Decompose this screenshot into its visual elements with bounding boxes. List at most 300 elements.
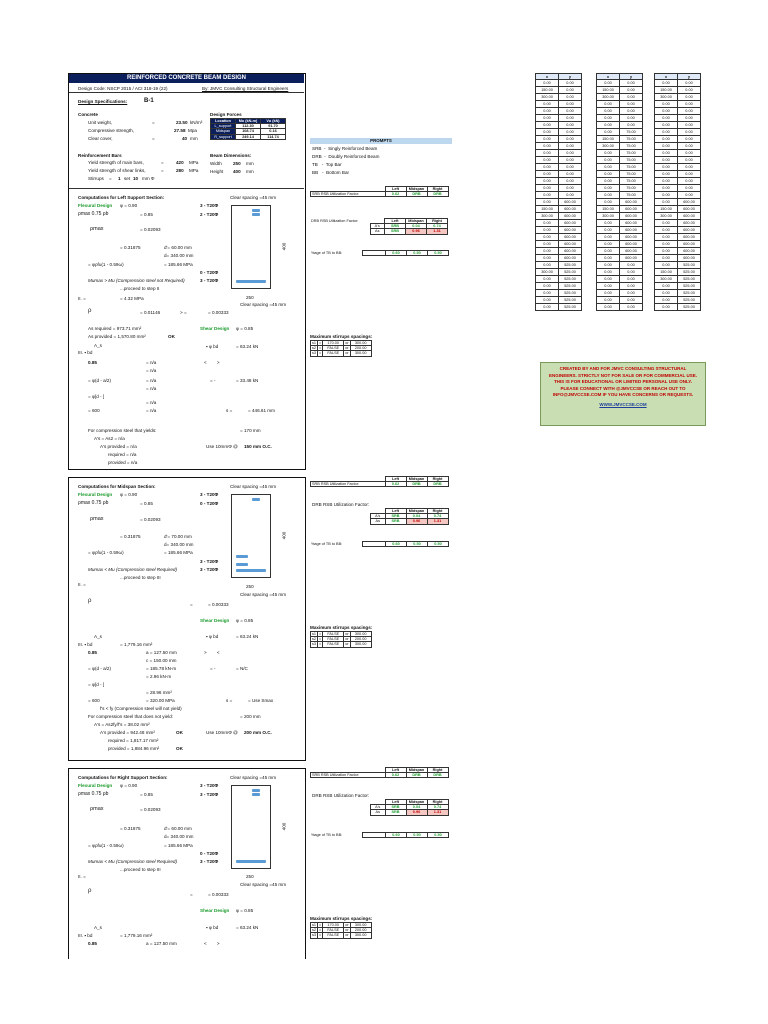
- x-cell[interactable]: 150.00: [597, 87, 620, 94]
- xy-row: [536, 290, 582, 297]
- y-cell[interactable]: 0.00: [678, 87, 701, 94]
- prompt-item: BB - Bottom Bar: [312, 170, 350, 175]
- x-cell[interactable]: 150.00: [536, 87, 559, 94]
- x-cell[interactable]: 0.00: [597, 248, 620, 255]
- x-cell[interactable]: 0.00: [655, 248, 678, 255]
- y-cell[interactable]: 525.00: [559, 269, 582, 276]
- y-cell[interactable]: 525.00: [678, 290, 701, 297]
- x-cell[interactable]: 0.00: [655, 220, 678, 227]
- y-cell[interactable]: 600.00: [620, 220, 643, 227]
- x-cell[interactable]: 300.00: [597, 143, 620, 150]
- y-cell[interactable]: 600.00: [620, 248, 643, 255]
- beta-value: 0.85: [88, 360, 97, 365]
- y-cell[interactable]: 525.00: [559, 304, 582, 311]
- y-cell[interactable]: 525.00: [559, 297, 582, 304]
- x-cell[interactable]: 0.00: [597, 227, 620, 234]
- xy-header-x: x: [655, 74, 678, 80]
- y-cell[interactable]: 0.00: [678, 136, 701, 143]
- x-cell[interactable]: 0.00: [655, 143, 678, 150]
- drb-util-cell: SRB: [385, 514, 406, 519]
- s-label: s1: [312, 632, 317, 636]
- x-cell[interactable]: 300.00: [597, 94, 620, 101]
- x-cell[interactable]: 0.00: [655, 80, 678, 87]
- y-cell[interactable]: 600.00: [559, 227, 582, 234]
- s-value: FALSE: [323, 632, 344, 637]
- smax-value: = Use Smax: [248, 698, 274, 703]
- y-cell[interactable]: 600.00: [678, 227, 701, 234]
- stirrups-spacing-table-right: [310, 922, 372, 939]
- x-cell[interactable]: 0.00: [597, 80, 620, 87]
- y-cell[interactable]: 0.00: [620, 101, 643, 108]
- s-max: 300.00: [350, 933, 371, 938]
- d-value: d= 340.00 mm: [164, 834, 194, 839]
- height-unit: mm: [246, 169, 254, 174]
- util-col-left: Left: [385, 219, 406, 224]
- x-cell[interactable]: 0.00: [655, 101, 678, 108]
- y-cell[interactable]: 0.00: [559, 185, 582, 192]
- x-cell[interactable]: 0.00: [655, 178, 678, 185]
- y-cell[interactable]: 0.00: [678, 108, 701, 115]
- x-cell[interactable]: 0.00: [597, 171, 620, 178]
- x-cell[interactable]: 0.00: [597, 276, 620, 283]
- as-label: A_s: [94, 343, 102, 348]
- x-cell[interactable]: 300.00: [597, 213, 620, 220]
- y-cell[interactable]: 0.00: [620, 80, 643, 87]
- y-cell[interactable]: 600.00: [620, 213, 643, 220]
- y-cell[interactable]: 525.00: [678, 304, 701, 311]
- xy-row: [655, 164, 701, 171]
- x-cell[interactable]: 0.00: [536, 101, 559, 108]
- rho-compare: =: [190, 892, 193, 897]
- y-cell[interactable]: 75.00: [620, 171, 643, 178]
- x-cell[interactable]: 0.00: [655, 241, 678, 248]
- y-cell[interactable]: 0.00: [559, 157, 582, 164]
- x-cell[interactable]: 0.00: [536, 143, 559, 150]
- x-cell[interactable]: 0.00: [536, 80, 559, 87]
- y-cell[interactable]: 525.00: [678, 276, 701, 283]
- tb-bb-table-mid: [310, 541, 449, 547]
- y-cell[interactable]: 0.00: [559, 129, 582, 136]
- xy-row: [597, 255, 643, 262]
- ru-label: = φρfu(1 - 0.59ω): [88, 262, 124, 267]
- forces-mu-cell[interactable]: 249.14: [236, 134, 261, 139]
- x-cell[interactable]: 0.00: [597, 178, 620, 185]
- x-cell[interactable]: 0.00: [655, 290, 678, 297]
- y-cell[interactable]: 0.00: [620, 283, 643, 290]
- y-cell[interactable]: 0.00: [678, 143, 701, 150]
- rho-max-value: = 0.02093: [140, 807, 161, 812]
- y-cell[interactable]: 600.00: [678, 220, 701, 227]
- y-cell[interactable]: 0.00: [620, 108, 643, 115]
- x-cell[interactable]: 0.00: [536, 150, 559, 157]
- y-cell[interactable]: 0.00: [620, 115, 643, 122]
- util-col-right: Right: [427, 477, 448, 482]
- x-cell[interactable]: 0.00: [655, 164, 678, 171]
- x-cell[interactable]: 0.00: [655, 185, 678, 192]
- y-cell[interactable]: 525.00: [559, 283, 582, 290]
- fc-value[interactable]: 27.58: [174, 128, 186, 133]
- y-cell[interactable]: 0.00: [678, 101, 701, 108]
- srb-util-table-right: [310, 767, 449, 778]
- xy-row: [536, 248, 582, 255]
- y-cell[interactable]: 0.00: [559, 136, 582, 143]
- x-cell[interactable]: 0.00: [536, 129, 559, 136]
- ru-label: = φρfu(1 - 0.59ω): [88, 550, 124, 555]
- forces-vu-cell[interactable]: 114.74: [261, 134, 286, 139]
- x-cell[interactable]: 150.00: [655, 206, 678, 213]
- xy-row: [655, 248, 701, 255]
- step-ii-value: = 4.32 MPa: [120, 296, 144, 301]
- x-cell[interactable]: 0.00: [536, 241, 559, 248]
- y-cell[interactable]: 525.00: [678, 269, 701, 276]
- x-cell[interactable]: 0.00: [536, 157, 559, 164]
- y-cell[interactable]: 0.00: [620, 94, 643, 101]
- x-cell[interactable]: 0.00: [536, 164, 559, 171]
- x-cell[interactable]: 0.00: [597, 157, 620, 164]
- y-cell[interactable]: 0.00: [678, 129, 701, 136]
- unit-weight-unit: kN/m³: [190, 120, 203, 125]
- rho-max-label: ρmax: [90, 516, 104, 522]
- y-cell[interactable]: 0.00: [620, 304, 643, 311]
- x-cell[interactable]: 0.00: [655, 304, 678, 311]
- x-cell[interactable]: 0.00: [655, 234, 678, 241]
- x-cell[interactable]: 300.00: [536, 94, 559, 101]
- y-cell[interactable]: 0.00: [678, 150, 701, 157]
- stirrups-sets[interactable]: 1: [118, 176, 121, 181]
- y-cell[interactable]: 600.00: [559, 248, 582, 255]
- x-cell[interactable]: 0.00: [655, 255, 678, 262]
- s-label: s =: [226, 408, 233, 413]
- y-cell[interactable]: 0.00: [559, 178, 582, 185]
- clear-spacing-top: Clear spacing =45 mm: [230, 195, 277, 200]
- x-cell[interactable]: 0.00: [655, 297, 678, 304]
- y-cell[interactable]: 0.00: [559, 108, 582, 115]
- x-cell[interactable]: 300.00: [655, 94, 678, 101]
- x-cell[interactable]: 0.00: [597, 199, 620, 206]
- x-cell[interactable]: 0.00: [597, 283, 620, 290]
- y-cell[interactable]: 0.00: [620, 269, 643, 276]
- tb-bb-cell: 0.50: [407, 542, 428, 547]
- y-cell[interactable]: 600.00: [559, 199, 582, 206]
- page-title: REINFORCED CONCRETE BEAM DESIGN: [69, 74, 304, 83]
- x-cell[interactable]: 150.00: [655, 269, 678, 276]
- as-prime: A's = As2fy/f's = 38.02 mm²: [94, 722, 150, 727]
- bot-bars-1: 0 - T20Φ: [200, 851, 219, 856]
- srb-util-cell: 0.62: [385, 773, 406, 778]
- y-cell[interactable]: 0.00: [620, 262, 643, 269]
- shear-design-label: Shear Design: [200, 618, 230, 623]
- x-cell[interactable]: 0.00: [655, 122, 678, 129]
- mn-label: = φ(d - a/2): [88, 666, 112, 671]
- vs-label: = -: [210, 378, 216, 383]
- y-cell[interactable]: 600.00: [678, 248, 701, 255]
- forces-row-label: L_support: [211, 124, 236, 129]
- srb-util-cell: 0.62: [385, 192, 406, 197]
- x-cell[interactable]: 0.00: [597, 220, 620, 227]
- eq: =: [319, 642, 322, 647]
- y-cell[interactable]: 75.00: [620, 143, 643, 150]
- x-cell[interactable]: 0.00: [655, 157, 678, 164]
- x-cell[interactable]: 0.00: [536, 220, 559, 227]
- xy-row: [655, 276, 701, 283]
- xy-row: [655, 143, 701, 150]
- y-cell[interactable]: 75.00: [620, 164, 643, 171]
- eq: =: [319, 341, 322, 345]
- y-cell[interactable]: 600.00: [678, 206, 701, 213]
- width-dim: 250: [246, 874, 254, 879]
- y-cell[interactable]: 600.00: [620, 255, 643, 262]
- mid-section-heading: Computations for Midspan Section:: [78, 484, 156, 489]
- y-cell[interactable]: 0.00: [678, 164, 701, 171]
- drb-util-cell: 0.74: [427, 224, 448, 229]
- y-cell[interactable]: 0.00: [620, 290, 643, 297]
- proceed-note: ...proceed to step III: [120, 867, 161, 872]
- x-cell[interactable]: 0.00: [536, 297, 559, 304]
- y-cell[interactable]: 600.00: [678, 213, 701, 220]
- x-cell[interactable]: 0.00: [655, 227, 678, 234]
- y-cell[interactable]: 0.00: [620, 297, 643, 304]
- x-cell[interactable]: 0.00: [597, 108, 620, 115]
- forces-vu-cell[interactable]: 91.70: [261, 124, 286, 129]
- y-cell[interactable]: 0.00: [678, 94, 701, 101]
- s-max: 300.00: [350, 341, 371, 346]
- x-cell[interactable]: 0.00: [597, 234, 620, 241]
- tb-bb-cell: 0.60: [386, 833, 407, 838]
- x-cell[interactable]: 0.00: [536, 283, 559, 290]
- as-ok: OK: [168, 334, 175, 339]
- required-label: required = n/a: [108, 452, 137, 457]
- x-cell[interactable]: 0.00: [536, 136, 559, 143]
- x-cell[interactable]: 0.00: [536, 192, 559, 199]
- y-cell[interactable]: 75.00: [620, 136, 643, 143]
- x-cell[interactable]: 0.00: [655, 262, 678, 269]
- x-cell[interactable]: 0.00: [597, 129, 620, 136]
- stirrups-dia[interactable]: 10: [133, 176, 139, 181]
- x-cell[interactable]: 0.00: [655, 136, 678, 143]
- util-col-left: Left: [385, 768, 406, 773]
- rho-max-line: ρmax 0.75 ρb: [78, 211, 109, 217]
- s-max: 300.00: [350, 923, 371, 928]
- x-cell[interactable]: 0.00: [536, 276, 559, 283]
- y-cell[interactable]: 75.00: [620, 178, 643, 185]
- forces-mu-cell[interactable]: 108.74: [236, 129, 261, 134]
- tb-bb-label: %age of TB to BB:: [311, 542, 343, 546]
- x-cell[interactable]: 0.00: [597, 241, 620, 248]
- x-cell[interactable]: 0.00: [536, 185, 559, 192]
- x-cell[interactable]: 300.00: [536, 213, 559, 220]
- x-cell[interactable]: 0.00: [536, 171, 559, 178]
- website-link[interactable]: WWW.JMVCCSE.COM: [599, 401, 647, 407]
- y-cell[interactable]: 0.00: [559, 150, 582, 157]
- x-cell[interactable]: 300.00: [655, 276, 678, 283]
- x-cell[interactable]: 0.00: [597, 255, 620, 262]
- y-cell[interactable]: 0.00: [678, 80, 701, 87]
- step-iii-label: III. ▪ bd: [78, 933, 93, 938]
- main-bar-value[interactable]: 420: [176, 160, 184, 165]
- y-cell[interactable]: 600.00: [559, 220, 582, 227]
- y-cell[interactable]: 600.00: [678, 255, 701, 262]
- x-cell[interactable]: 0.00: [536, 234, 559, 241]
- y-cell[interactable]: 0.00: [678, 157, 701, 164]
- unit-weight-value[interactable]: 23.50: [176, 120, 188, 125]
- shear-link-value[interactable]: 280: [176, 168, 184, 173]
- y-cell[interactable]: 75.00: [620, 129, 643, 136]
- y-cell[interactable]: 0.00: [620, 276, 643, 283]
- x-cell[interactable]: 0.00: [597, 101, 620, 108]
- y-cell[interactable]: 600.00: [559, 241, 582, 248]
- y-cell[interactable]: 0.00: [559, 87, 582, 94]
- x-cell[interactable]: 0.00: [597, 122, 620, 129]
- author-link[interactable]: By: JMVC Consulting Structural Engineers: [202, 86, 289, 91]
- forces-mu-cell[interactable]: 112.30: [236, 124, 261, 129]
- y-cell[interactable]: 0.00: [678, 192, 701, 199]
- xy-row: [655, 129, 701, 136]
- y-cell[interactable]: 0.00: [559, 101, 582, 108]
- x-cell[interactable]: 0.00: [536, 199, 559, 206]
- x-cell[interactable]: 150.00: [597, 136, 620, 143]
- x-cell[interactable]: 0.00: [655, 129, 678, 136]
- y-cell[interactable]: 0.00: [559, 80, 582, 87]
- eq: =: [319, 632, 322, 636]
- clear-spacing-bot: Clear spacing =45 mm: [240, 302, 287, 307]
- shear-phi: φ = 0.85: [236, 618, 254, 623]
- x-cell[interactable]: 0.00: [655, 115, 678, 122]
- xy-row: [597, 283, 643, 290]
- x-cell[interactable]: 0.00: [597, 262, 620, 269]
- y-cell[interactable]: 600.00: [559, 255, 582, 262]
- y-cell[interactable]: 0.00: [620, 122, 643, 129]
- x-cell[interactable]: 0.00: [597, 185, 620, 192]
- drb-util-label: DRB RSB Utilization Factor:: [311, 219, 359, 223]
- as-provided: As provided = 1,570.80 mm²: [88, 334, 146, 339]
- y-cell[interactable]: 600.00: [620, 241, 643, 248]
- y-cell[interactable]: 0.00: [678, 115, 701, 122]
- xy-row: [597, 157, 643, 164]
- y-cell[interactable]: 525.00: [559, 262, 582, 269]
- srb-util-cell: DRB: [427, 192, 448, 197]
- x-cell[interactable]: 0.00: [597, 115, 620, 122]
- x-cell[interactable]: 150.00: [655, 87, 678, 94]
- y-cell[interactable]: 600.00: [620, 227, 643, 234]
- as2-value: = 28.96 mm²: [146, 690, 172, 695]
- y-cell[interactable]: 600.00: [678, 199, 701, 206]
- phi-value: φ = 0.90: [120, 203, 138, 208]
- y-cell[interactable]: 525.00: [559, 290, 582, 297]
- y-cell[interactable]: 75.00: [620, 192, 643, 199]
- step-iii-label: III. ▪ bd: [78, 350, 93, 355]
- x-cell[interactable]: 0.00: [655, 199, 678, 206]
- x-cell[interactable]: 0.00: [655, 150, 678, 157]
- drb-util-cell: 0.96: [406, 810, 427, 815]
- x-cell[interactable]: 0.00: [536, 122, 559, 129]
- x-cell[interactable]: 300.00: [536, 269, 559, 276]
- phi-bd: ▪ φ bd: [206, 344, 219, 349]
- rho-label: ρ: [88, 308, 92, 314]
- x-cell[interactable]: 0.00: [597, 269, 620, 276]
- bottom-rebar: [236, 280, 266, 283]
- compression-check: Mumax > Mu (Compression steel not Required): [88, 278, 185, 283]
- y-cell[interactable]: 600.00: [559, 213, 582, 220]
- x-cell[interactable]: 150.00: [597, 206, 620, 213]
- y-cell[interactable]: 0.00: [559, 192, 582, 199]
- y-cell[interactable]: 600.00: [678, 234, 701, 241]
- y-cell[interactable]: 525.00: [559, 276, 582, 283]
- y-cell[interactable]: 600.00: [559, 234, 582, 241]
- x-cell[interactable]: 0.00: [597, 297, 620, 304]
- x-cell[interactable]: 0.00: [597, 192, 620, 199]
- y-cell[interactable]: 0.00: [559, 143, 582, 150]
- xy-row: [597, 206, 643, 213]
- y-cell[interactable]: 0.00: [678, 178, 701, 185]
- y-cell[interactable]: 600.00: [620, 234, 643, 241]
- x-cell[interactable]: 0.00: [536, 262, 559, 269]
- rho-b-value: = 0.85: [140, 792, 153, 797]
- y-cell[interactable]: 0.00: [620, 87, 643, 94]
- y-cell[interactable]: 600.00: [620, 199, 643, 206]
- x-cell[interactable]: 0.00: [655, 192, 678, 199]
- cover-value[interactable]: 40: [182, 136, 188, 141]
- y-cell[interactable]: 600.00: [559, 206, 582, 213]
- x-cell[interactable]: 0.00: [655, 171, 678, 178]
- x-cell[interactable]: 0.00: [655, 108, 678, 115]
- top-bars-1: 3 - T20Φ: [200, 783, 219, 788]
- x-cell[interactable]: 0.00: [655, 283, 678, 290]
- x-cell[interactable]: 0.00: [597, 304, 620, 311]
- y-cell[interactable]: 0.00: [678, 171, 701, 178]
- x-cell[interactable]: 0.00: [597, 164, 620, 171]
- x-cell[interactable]: 0.00: [536, 178, 559, 185]
- x-cell[interactable]: 0.00: [536, 290, 559, 297]
- y-cell[interactable]: 600.00: [678, 241, 701, 248]
- x-cell[interactable]: 0.00: [536, 304, 559, 311]
- x-cell[interactable]: 150.00: [536, 206, 559, 213]
- x-cell[interactable]: 0.00: [536, 248, 559, 255]
- x-cell[interactable]: 0.00: [536, 255, 559, 262]
- xy-row: [536, 297, 582, 304]
- y-cell[interactable]: 0.00: [559, 122, 582, 129]
- phi-value: φ = 0.90: [120, 492, 138, 497]
- s-value: FALSE: [323, 928, 344, 933]
- y-cell[interactable]: 75.00: [620, 157, 643, 164]
- y-cell[interactable]: 0.00: [559, 115, 582, 122]
- stirrups-spacing-heading: Maximum stirrups spacings:: [310, 334, 373, 339]
- s-final: = 200 mm: [240, 714, 261, 719]
- x-cell[interactable]: 0.00: [597, 290, 620, 297]
- xy-row: [536, 101, 582, 108]
- y-cell[interactable]: 525.00: [678, 297, 701, 304]
- y-cell[interactable]: 600.00: [620, 206, 643, 213]
- x-cell[interactable]: 0.00: [536, 115, 559, 122]
- y-cell[interactable]: 0.00: [559, 164, 582, 171]
- x-cell[interactable]: 0.00: [536, 227, 559, 234]
- height-value[interactable]: 400: [233, 169, 241, 174]
- y-cell[interactable]: 525.00: [678, 283, 701, 290]
- y-cell[interactable]: 0.00: [678, 185, 701, 192]
- xy-row: [655, 297, 701, 304]
- x-cell[interactable]: 0.00: [536, 108, 559, 115]
- width-value[interactable]: 250: [233, 161, 241, 166]
- x-cell[interactable]: 0.00: [597, 150, 620, 157]
- y-cell[interactable]: 0.00: [678, 122, 701, 129]
- forces-vu-cell[interactable]: 0.16: [261, 129, 286, 134]
- y-cell[interactable]: 75.00: [620, 150, 643, 157]
- y-cell[interactable]: 525.00: [678, 262, 701, 269]
- y-cell[interactable]: 0.00: [559, 94, 582, 101]
- x-cell[interactable]: 300.00: [655, 213, 678, 220]
- y-cell[interactable]: 75.00: [620, 185, 643, 192]
- y-cell[interactable]: 0.00: [559, 171, 582, 178]
- xy-row: [597, 164, 643, 171]
